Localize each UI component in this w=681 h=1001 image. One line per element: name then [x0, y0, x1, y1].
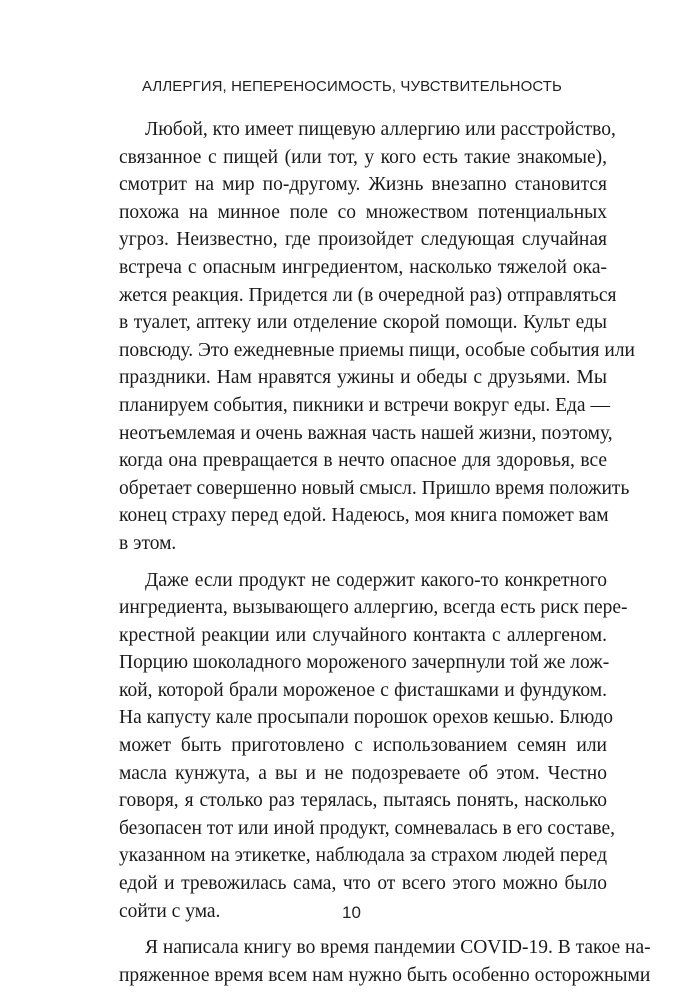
body-text	[119, 116, 651, 989]
paragraph-3	[119, 934, 651, 989]
text-line: когда она превращается в нечто опасное для здоровья, все	[119, 450, 607, 472]
text-line: смотрит на мир по-другому. Жизнь внезапно становится	[119, 174, 607, 196]
text-line: крестной реакции или случайного контакта с аллергеном.	[119, 624, 607, 646]
text-line: Порцию шоколадного мороженого зачерпнули той же лож-	[119, 652, 610, 674]
text-line: связанное с пищей (или тот, у кого есть такие знакомые),	[119, 146, 607, 168]
page-number: 10	[342, 903, 361, 922]
text-line: встреча с опасным ингредиентом, насколько тяжелой ока-	[119, 256, 607, 278]
text-line: праздники. Нам нравятся ужины и обеды с друзьями. Мы	[119, 367, 607, 389]
text-line: неотъемлемая и очень важная часть нашей жизни, поэтому,	[119, 422, 613, 444]
text-line: указанном на этикетке, наблюдала за страхом людей перед	[119, 845, 607, 867]
paragraph-gap	[119, 558, 607, 567]
text-line: говоря, я столько раз терялась, пытаясь понять, насколько	[119, 790, 607, 812]
text-line: безопасен тот или иной продукт, сомневалась в его составе,	[119, 817, 615, 839]
text-line: жется реакция. Придется ли (в очередной раз) отправляться	[119, 284, 617, 306]
text-line: Любой, кто имеет пищевую аллергию или расстройство,	[145, 119, 616, 140]
text-line: может быть приготовлено с использованием семян или	[119, 735, 607, 757]
paragraph-2	[119, 567, 628, 926]
text-line: похожа на минное поле со множеством потенциальных	[119, 201, 607, 223]
paragraph-gap	[119, 925, 607, 934]
text-line: обретает совершенно новый смысл. Пришло время положить	[119, 477, 630, 499]
text-line: повсюду. Это ежедневные приемы пищи, особые события или	[119, 339, 635, 361]
paragraph-1	[119, 116, 635, 558]
text-line: в этом.	[119, 532, 177, 554]
text-line: ингредиента, вызывающего аллергию, всегда есть риск пере-	[119, 597, 628, 619]
text-line: едой и тревожилась сама, что от всего этого можно было	[119, 873, 607, 895]
text-line: На капусту кале просыпали порошок орехов кешью. Блюдо	[119, 707, 613, 729]
text-line: планируем события, пикники и встречи вокруг еды. Еда —	[119, 394, 610, 416]
text-line: Даже если продукт не содержит какого-то конкретного	[145, 569, 607, 591]
text-line: Я написала книгу во время пандемии COVID-19. В такое на-	[145, 937, 651, 959]
text-line: сойти с ума.	[119, 900, 221, 922]
running-header: АЛЛЕРГИЯ, НЕПЕРЕНОСИМОСТЬ, ЧУВСТВИТЕЛЬНОСТЬ	[141, 78, 562, 95]
text-line: угроз. Неизвестно, где произойдет следующая случайная	[119, 229, 607, 251]
text-line: кой, которой брали мороженое с фисташками и фундуком.	[119, 679, 607, 701]
text-line: пряженное время всем нам нужно быть особенно осторожными	[119, 964, 651, 986]
text-line: масла кунжута, а вы и не подозреваете об этом. Честно	[119, 762, 607, 784]
text-line: в туалет, аптеку или отделение скорой помощи. Культ еды	[119, 312, 607, 334]
text-line: конец страху перед едой. Надеюсь, моя книга поможет вам	[119, 505, 609, 527]
